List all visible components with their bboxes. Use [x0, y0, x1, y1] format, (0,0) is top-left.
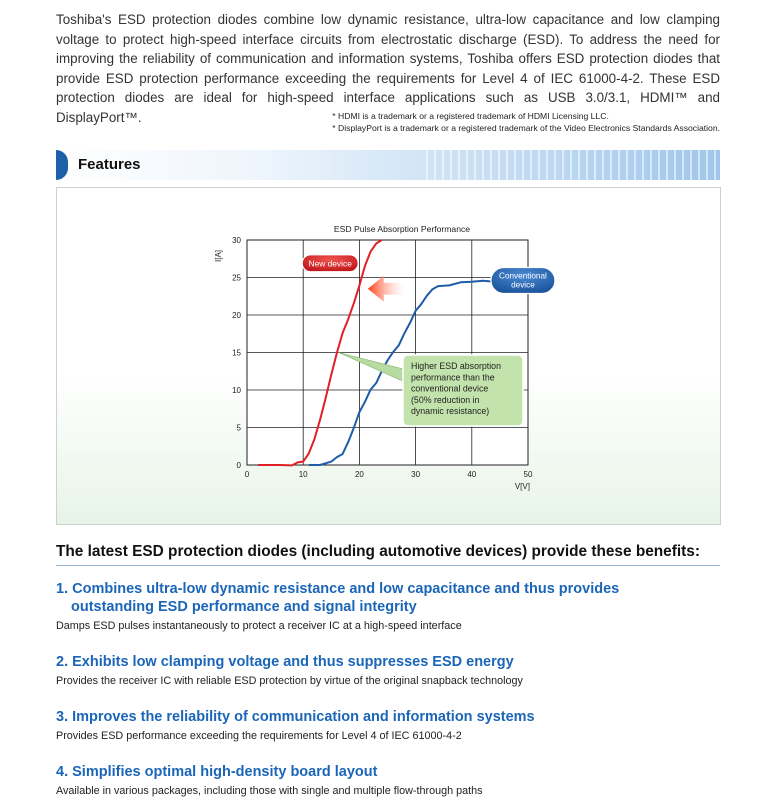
benefit-1-desc: Damps ESD pulses instantaneously to protect a receiver IC at a high-speed interface	[56, 620, 462, 632]
benefit-4-desc: Available in various packages, including those with single and multiple flow-through paths	[56, 785, 483, 797]
y-axis-label: I[A]	[214, 249, 223, 263]
callout-line: dynamic resistance)	[411, 406, 490, 417]
benefit-2-desc: Provides the receiver IC with reliable ESD protection by virtue of the original snapback technology	[56, 675, 523, 687]
features-title: Features	[78, 156, 141, 173]
y-tick-label: 25	[232, 273, 241, 283]
benefit-1	[56, 580, 720, 632]
callout-line: (50% reduction in	[411, 394, 480, 405]
y-tick-label: 20	[232, 311, 241, 320]
trademark-note-hdmi: * HDMI is a trademark or a registered trademark of HDMI Licensing LLC.	[332, 111, 609, 121]
benefit-4-title: 4. Simplifies optimal high-density board layout	[56, 764, 378, 780]
benefits-heading: The latest ESD protection diodes (including automotive devices) provide these benefits:	[56, 543, 700, 560]
benefit-3-title: 3. Improves the reliability of communication and information systems	[56, 709, 535, 725]
features-banner	[56, 150, 720, 180]
y-tick-label: 15	[232, 348, 241, 358]
benefit-2-title: 2. Exhibits low clamping voltage and thus suppresses ESD energy	[56, 654, 514, 670]
benefit-3-desc: Provides ESD performance exceeding the requirements for Level 4 of IEC 61000-4-2	[56, 730, 462, 742]
conventional-device-label-line: device	[511, 280, 535, 290]
y-tick-label: 30	[232, 236, 241, 245]
callout-line: conventional device	[411, 383, 489, 394]
callout-line: performance than the	[411, 372, 495, 383]
x-tick-label: 40	[467, 470, 477, 479]
x-axis-label: V[V]	[514, 482, 530, 491]
intro-paragraph: Toshiba's ESD protection diodes combine low dynamic resistance, ultra-low capacitance and low clamping voltage to protect high-speed interface circuits from electrostatic discharge (ESD). To address the need for improving the reliability of communication and information systems, Toshiba offers ESD protection diodes that provide ESD protection performance exceeding the requirements for Level 4 of IEC 61000-4-2. These ESD protection diodes are ideal for high-speed interface applications such as USB 3.0/3.1, HDMI™ and DisplayPort™.	[56, 12, 720, 125]
benefit-3	[56, 708, 720, 742]
x-tick-label: 50	[523, 470, 533, 479]
callout-line: Higher ESD absorption	[411, 361, 501, 371]
trademark-note-displayport: * DisplayPort is a trademark or a registered trademark of the Video Electronics Standards Association.	[332, 122, 720, 133]
chart-panel	[56, 187, 721, 525]
benefits-divider	[56, 565, 720, 566]
x-tick-label: 30	[411, 470, 421, 479]
benefit-1-title-line1: 1. Combines ultra-low dynamic resistance and low capacitance and thus provides	[56, 581, 620, 597]
trademark-notes	[332, 111, 720, 134]
esd-chart	[57, 188, 720, 524]
y-tick-label: 10	[232, 386, 241, 395]
chart-grid	[247, 240, 528, 465]
benefit-2	[56, 653, 720, 687]
benefit-4	[56, 763, 720, 797]
new-device-label: New device	[308, 258, 352, 269]
x-tick-label: 20	[354, 470, 364, 479]
x-tick-label: 10	[298, 470, 308, 479]
conventional-device-label-line: Conventional	[499, 271, 547, 281]
y-tick-label: 0	[236, 461, 241, 470]
benefit-1-title-line2: outstanding ESD performance and signal integrity	[71, 599, 417, 615]
benefit-1-title	[56, 580, 720, 616]
chart-title: ESD Pulse Absorption Performance	[333, 224, 471, 234]
x-tick-label: 0	[244, 470, 250, 479]
y-tick-label: 5	[236, 423, 241, 433]
